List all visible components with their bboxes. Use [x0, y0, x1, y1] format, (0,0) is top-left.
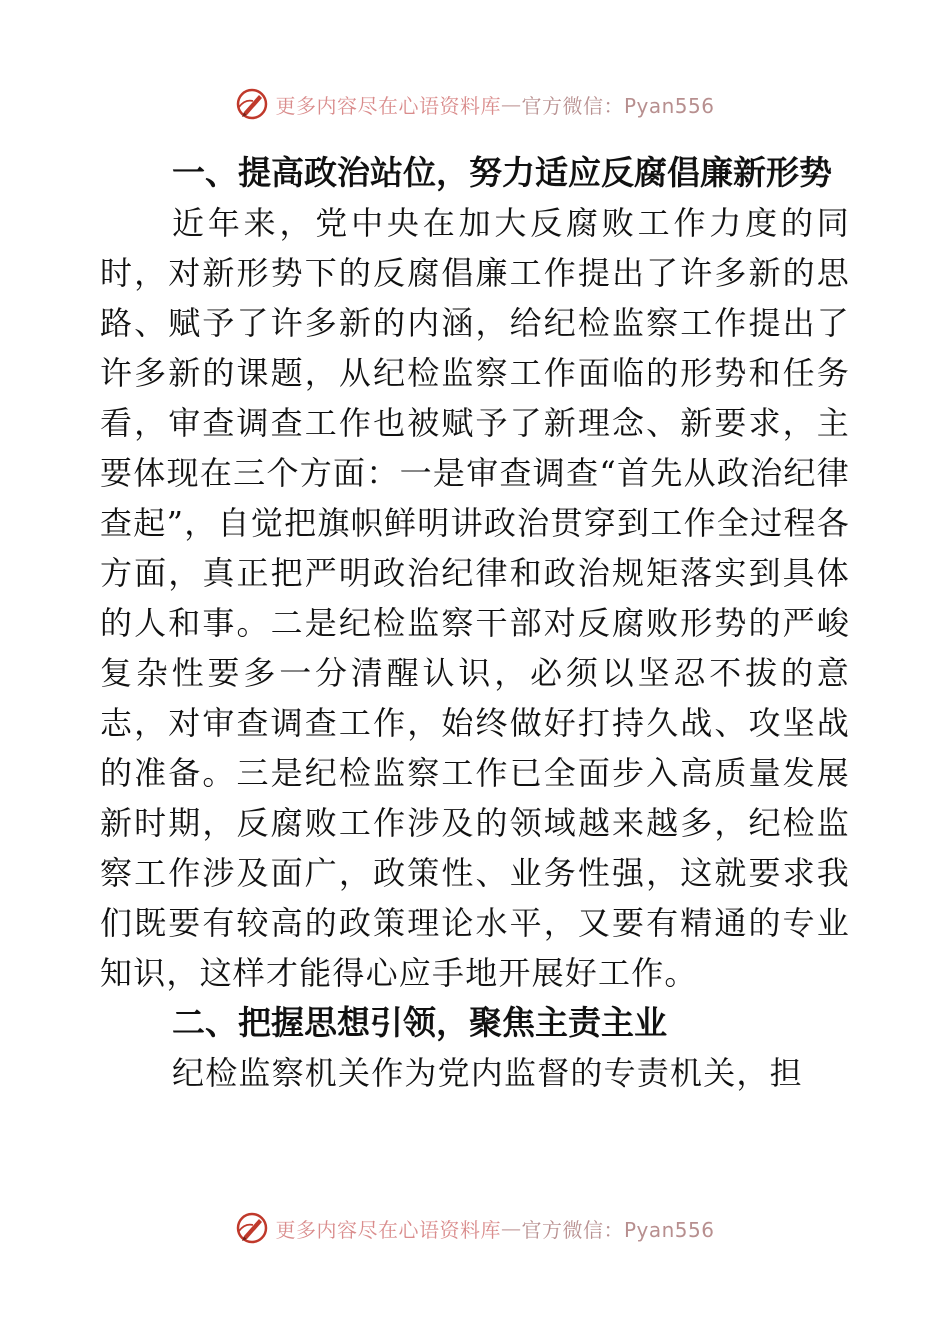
header-watermark-banner [0, 84, 950, 124]
header-banner-separator: — [500, 92, 522, 116]
header-banner-wechat: 官方微信：Pyan556 [521, 93, 715, 118]
footer-watermark-banner [0, 1208, 950, 1248]
pen-logo-icon [235, 1211, 269, 1245]
section-heading-2: 二、把握思想引领，聚焦主责主业 [172, 1003, 667, 1042]
pen-logo-icon [235, 87, 269, 121]
section-heading-1: 一、提高政治站位，努力适应反腐倡廉新形势 [172, 153, 832, 192]
document-body [100, 148, 850, 1098]
footer-banner-text: 更多内容尽在心语资料库 [275, 1217, 501, 1242]
footer-banner-separator: — [500, 1216, 522, 1240]
footer-banner-wechat: 官方微信：Pyan556 [521, 1217, 715, 1242]
paragraph-1: 近年来，党中央在加大反腐败工作力度的同时，对新形势下的反腐倡廉工作提出了许多新的思路、赋予了许多新的内涵，给纪检监察工作提出了许多新的课题，从纪检监察工作面临的形势和任务看，审查调查工作也被赋予了新理念、新要求，主要体现在三个方面：一是审查调查“首先从政治纪律查起”，自觉把旗帜鲜明讲政治贯穿到工作全过程各方面，真正把严明政治纪律和政治规矩落实到具体的人和事。二是纪检监察干部对反腐败形势的严峻复杂性要多一分清醒认识，必须以坚忍不拔的意志，对审查调查工作，始终做好打持久战、攻坚战的准备。三是纪检监察工作已全面步入高质量发展新时期，反腐败工作涉及的领域越来越多，纪检监察工作涉及面广，政策性、业务性强，这就要求我们既要有较高的政策理论水平，又要有精通的专业知识，这样才能得心应手地开展好工作。 [100, 204, 850, 992]
paragraph-2: 纪检监察机关作为党内监督的专责机关，担 [172, 1054, 803, 1092]
header-banner-text: 更多内容尽在心语资料库 [275, 93, 501, 118]
